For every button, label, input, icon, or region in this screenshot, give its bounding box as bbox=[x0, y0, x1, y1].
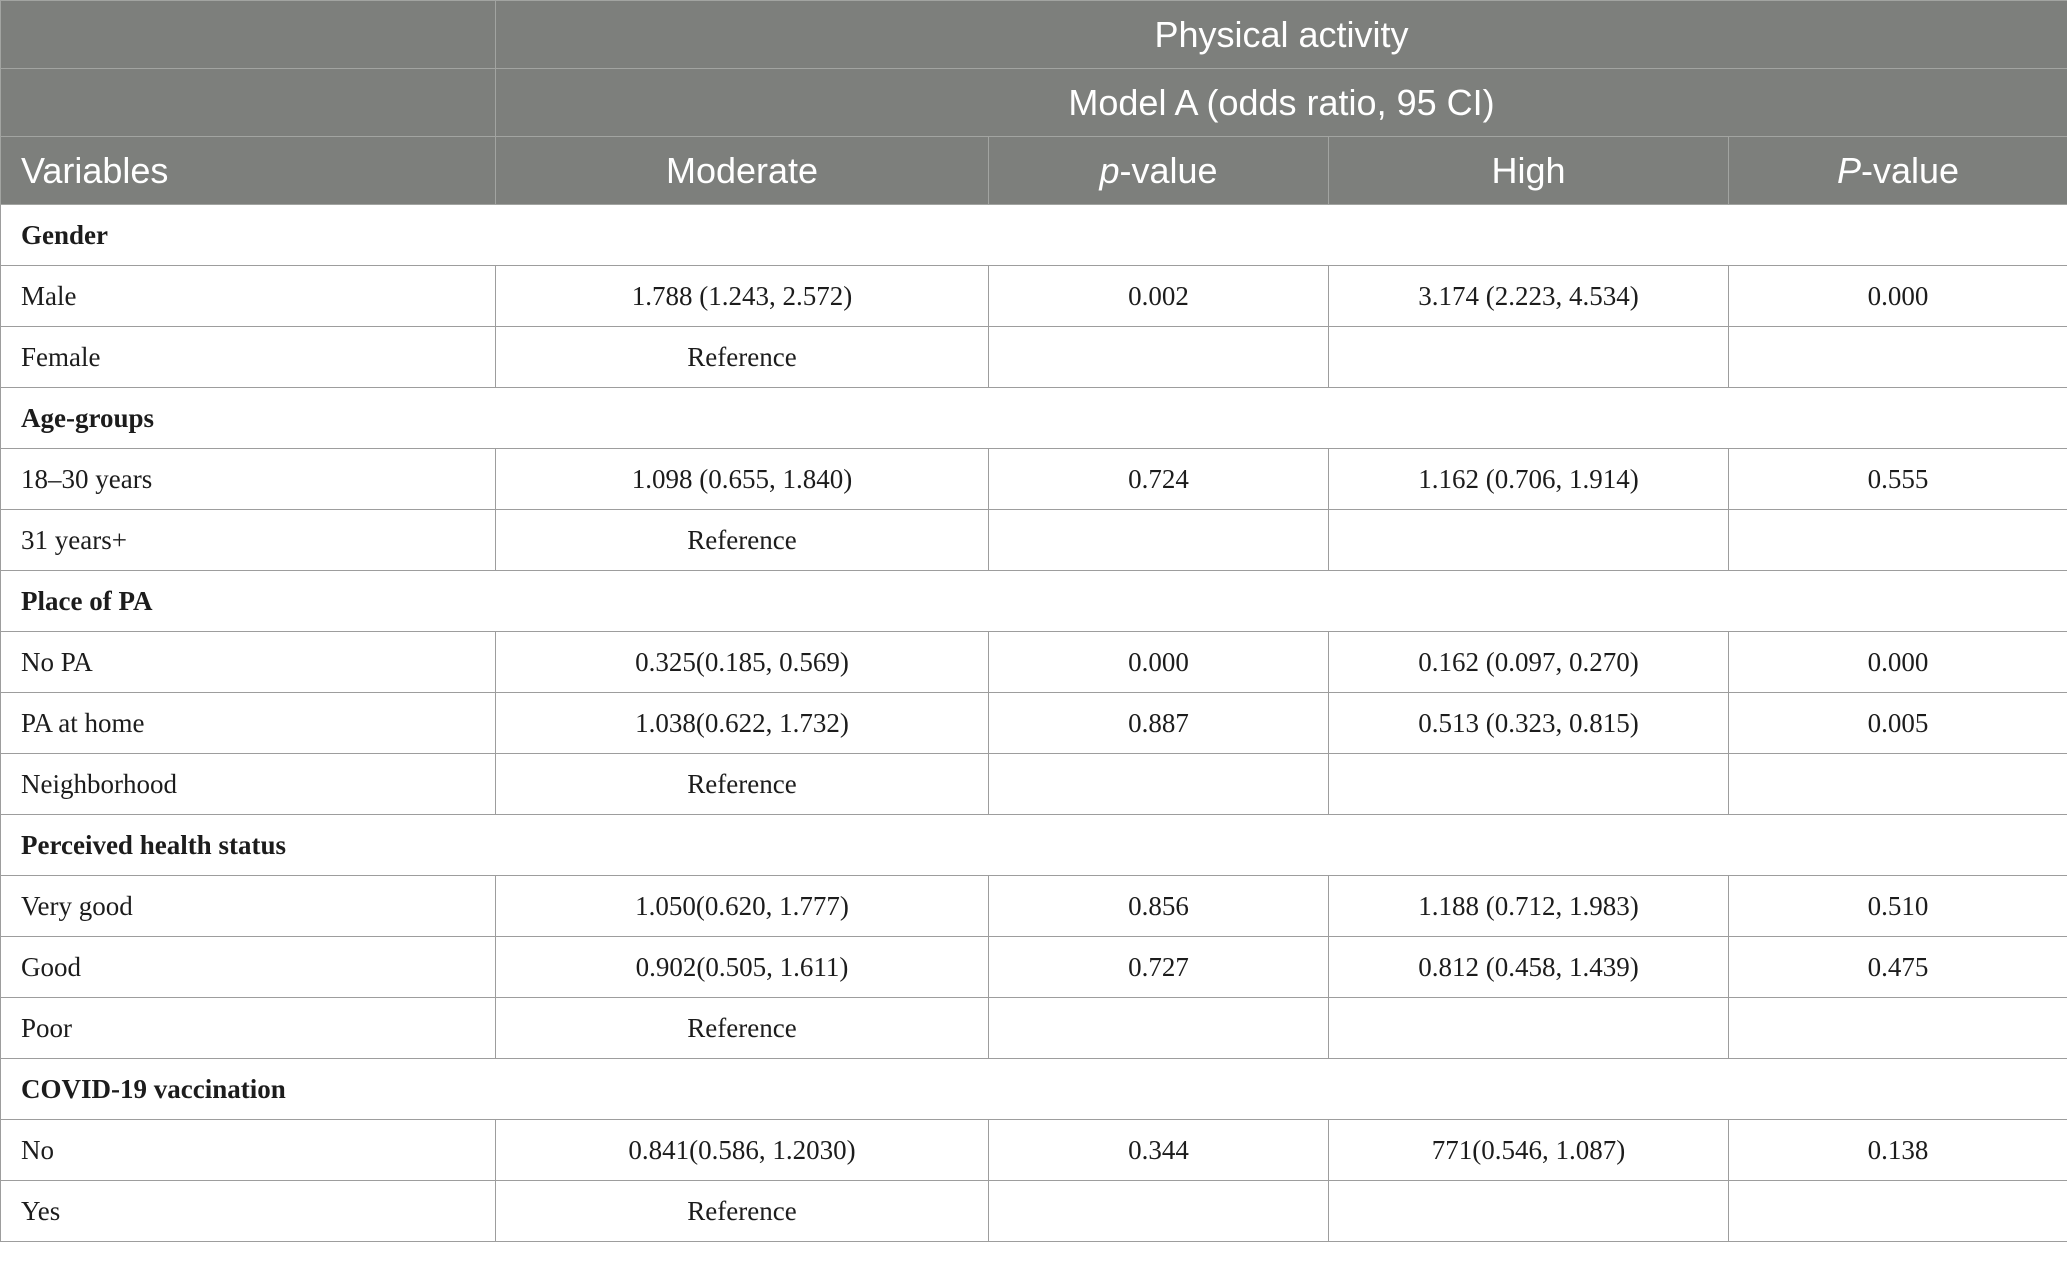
high-p-value-cell: 0.000 bbox=[1729, 266, 2067, 327]
moderate-or-cell: 1.050(0.620, 1.777) bbox=[496, 876, 989, 937]
high-or-cell: 771(0.546, 1.087) bbox=[1329, 1120, 1729, 1181]
high-or-cell bbox=[1329, 1181, 1729, 1242]
moderate-or-cell: 1.038(0.622, 1.732) bbox=[496, 693, 989, 754]
group-title: Perceived health status bbox=[1, 815, 2067, 876]
moderate-or-cell: 0.841(0.586, 1.2030) bbox=[496, 1120, 989, 1181]
moderate-p-value-cell bbox=[989, 754, 1329, 815]
variable-label: Male bbox=[1, 266, 496, 327]
super-title: Physical activity bbox=[496, 1, 2067, 69]
moderate-p-value-cell: 0.002 bbox=[989, 266, 1329, 327]
high-or-cell bbox=[1329, 754, 1729, 815]
table-row bbox=[1, 937, 2067, 998]
group-title: Place of PA bbox=[1, 571, 2067, 632]
p-symbol: p bbox=[1099, 149, 1120, 191]
moderate-p-value-cell: 0.887 bbox=[989, 693, 1329, 754]
moderate-p-value-cell: 0.000 bbox=[989, 632, 1329, 693]
group-title: Gender bbox=[1, 205, 2067, 266]
high-or-cell: 0.162 (0.097, 0.270) bbox=[1329, 632, 1729, 693]
high-or-cell bbox=[1329, 327, 1729, 388]
group-header-row bbox=[1, 815, 2067, 876]
high-p-value-cell: 0.555 bbox=[1729, 449, 2067, 510]
high-p-value-cell bbox=[1729, 998, 2067, 1059]
p-value-suffix: -value bbox=[1860, 149, 1960, 191]
variable-label: Very good bbox=[1, 876, 496, 937]
moderate-or-cell: 1.788 (1.243, 2.572) bbox=[496, 266, 989, 327]
moderate-or-cell: Reference bbox=[496, 998, 989, 1059]
moderate-or-cell: Reference bbox=[496, 327, 989, 388]
moderate-p-value-cell: 0.856 bbox=[989, 876, 1329, 937]
high-p-value-cell bbox=[1729, 327, 2067, 388]
p-value-suffix: -value bbox=[1119, 149, 1218, 191]
high-p-value-cell: 0.005 bbox=[1729, 693, 2067, 754]
moderate-p-value-cell bbox=[989, 510, 1329, 571]
high-p-value-cell bbox=[1729, 510, 2067, 571]
moderate-or-cell: 0.902(0.505, 1.611) bbox=[496, 937, 989, 998]
group-header-row bbox=[1, 205, 2067, 266]
table-row bbox=[1, 876, 2067, 937]
moderate-p-value-cell: 0.724 bbox=[989, 449, 1329, 510]
moderate-or-cell: Reference bbox=[496, 510, 989, 571]
group-title: Age-groups bbox=[1, 388, 2067, 449]
variable-label: Poor bbox=[1, 998, 496, 1059]
column-header-moderate: Moderate bbox=[496, 137, 989, 205]
table-body bbox=[1, 205, 2067, 1242]
high-p-value-cell bbox=[1729, 1181, 2067, 1242]
high-or-cell: 3.174 (2.223, 4.534) bbox=[1329, 266, 1729, 327]
variable-label: 31 years+ bbox=[1, 510, 496, 571]
moderate-p-value-cell: 0.344 bbox=[989, 1120, 1329, 1181]
moderate-p-value-cell bbox=[989, 327, 1329, 388]
high-p-value-cell: 0.475 bbox=[1729, 937, 2067, 998]
variable-label: Neighborhood bbox=[1, 754, 496, 815]
moderate-p-value-cell bbox=[989, 998, 1329, 1059]
moderate-or-cell: Reference bbox=[496, 1181, 989, 1242]
high-p-value-cell: 0.138 bbox=[1729, 1120, 2067, 1181]
high-or-cell bbox=[1329, 998, 1729, 1059]
variable-label: Female bbox=[1, 327, 496, 388]
column-header-p-value-high bbox=[1729, 137, 2067, 205]
header-blank-cell bbox=[1, 69, 496, 137]
table-row bbox=[1, 632, 2067, 693]
table-row bbox=[1, 754, 2067, 815]
variable-label: 18–30 years bbox=[1, 449, 496, 510]
high-or-cell: 1.162 (0.706, 1.914) bbox=[1329, 449, 1729, 510]
table-row bbox=[1, 998, 2067, 1059]
high-or-cell: 0.513 (0.323, 0.815) bbox=[1329, 693, 1729, 754]
moderate-p-value-cell bbox=[989, 1181, 1329, 1242]
column-header-p-value-moderate bbox=[989, 137, 1329, 205]
header-row-super bbox=[1, 1, 2067, 69]
variable-label: Yes bbox=[1, 1181, 496, 1242]
table-row bbox=[1, 266, 2067, 327]
variable-label: No PA bbox=[1, 632, 496, 693]
table-row bbox=[1, 449, 2067, 510]
high-p-value-cell: 0.000 bbox=[1729, 632, 2067, 693]
moderate-p-value-cell: 0.727 bbox=[989, 937, 1329, 998]
high-or-cell: 1.188 (0.712, 1.983) bbox=[1329, 876, 1729, 937]
group-header-row bbox=[1, 388, 2067, 449]
group-header-row bbox=[1, 571, 2067, 632]
variable-label: Good bbox=[1, 937, 496, 998]
table-header bbox=[1, 1, 2067, 205]
group-title: COVID-19 vaccination bbox=[1, 1059, 2067, 1120]
table-row bbox=[1, 327, 2067, 388]
moderate-or-cell: Reference bbox=[496, 754, 989, 815]
header-blank-cell bbox=[1, 1, 496, 69]
high-or-cell: 0.812 (0.458, 1.439) bbox=[1329, 937, 1729, 998]
high-or-cell bbox=[1329, 510, 1729, 571]
table-row bbox=[1, 1120, 2067, 1181]
table-row bbox=[1, 1181, 2067, 1242]
p-symbol: P bbox=[1836, 149, 1861, 191]
table-row bbox=[1, 693, 2067, 754]
moderate-or-cell: 0.325(0.185, 0.569) bbox=[496, 632, 989, 693]
high-p-value-cell bbox=[1729, 754, 2067, 815]
header-row-columns bbox=[1, 137, 2067, 205]
moderate-or-cell: 1.098 (0.655, 1.840) bbox=[496, 449, 989, 510]
variable-label: No bbox=[1, 1120, 496, 1181]
table-row bbox=[1, 510, 2067, 571]
column-header-high: High bbox=[1329, 137, 1729, 205]
header-row-model bbox=[1, 69, 2067, 137]
group-header-row bbox=[1, 1059, 2067, 1120]
high-p-value-cell: 0.510 bbox=[1729, 876, 2067, 937]
model-title: Model A (odds ratio, 95 CI) bbox=[496, 69, 2067, 137]
variable-label: PA at home bbox=[1, 693, 496, 754]
column-header-variables: Variables bbox=[1, 137, 496, 205]
